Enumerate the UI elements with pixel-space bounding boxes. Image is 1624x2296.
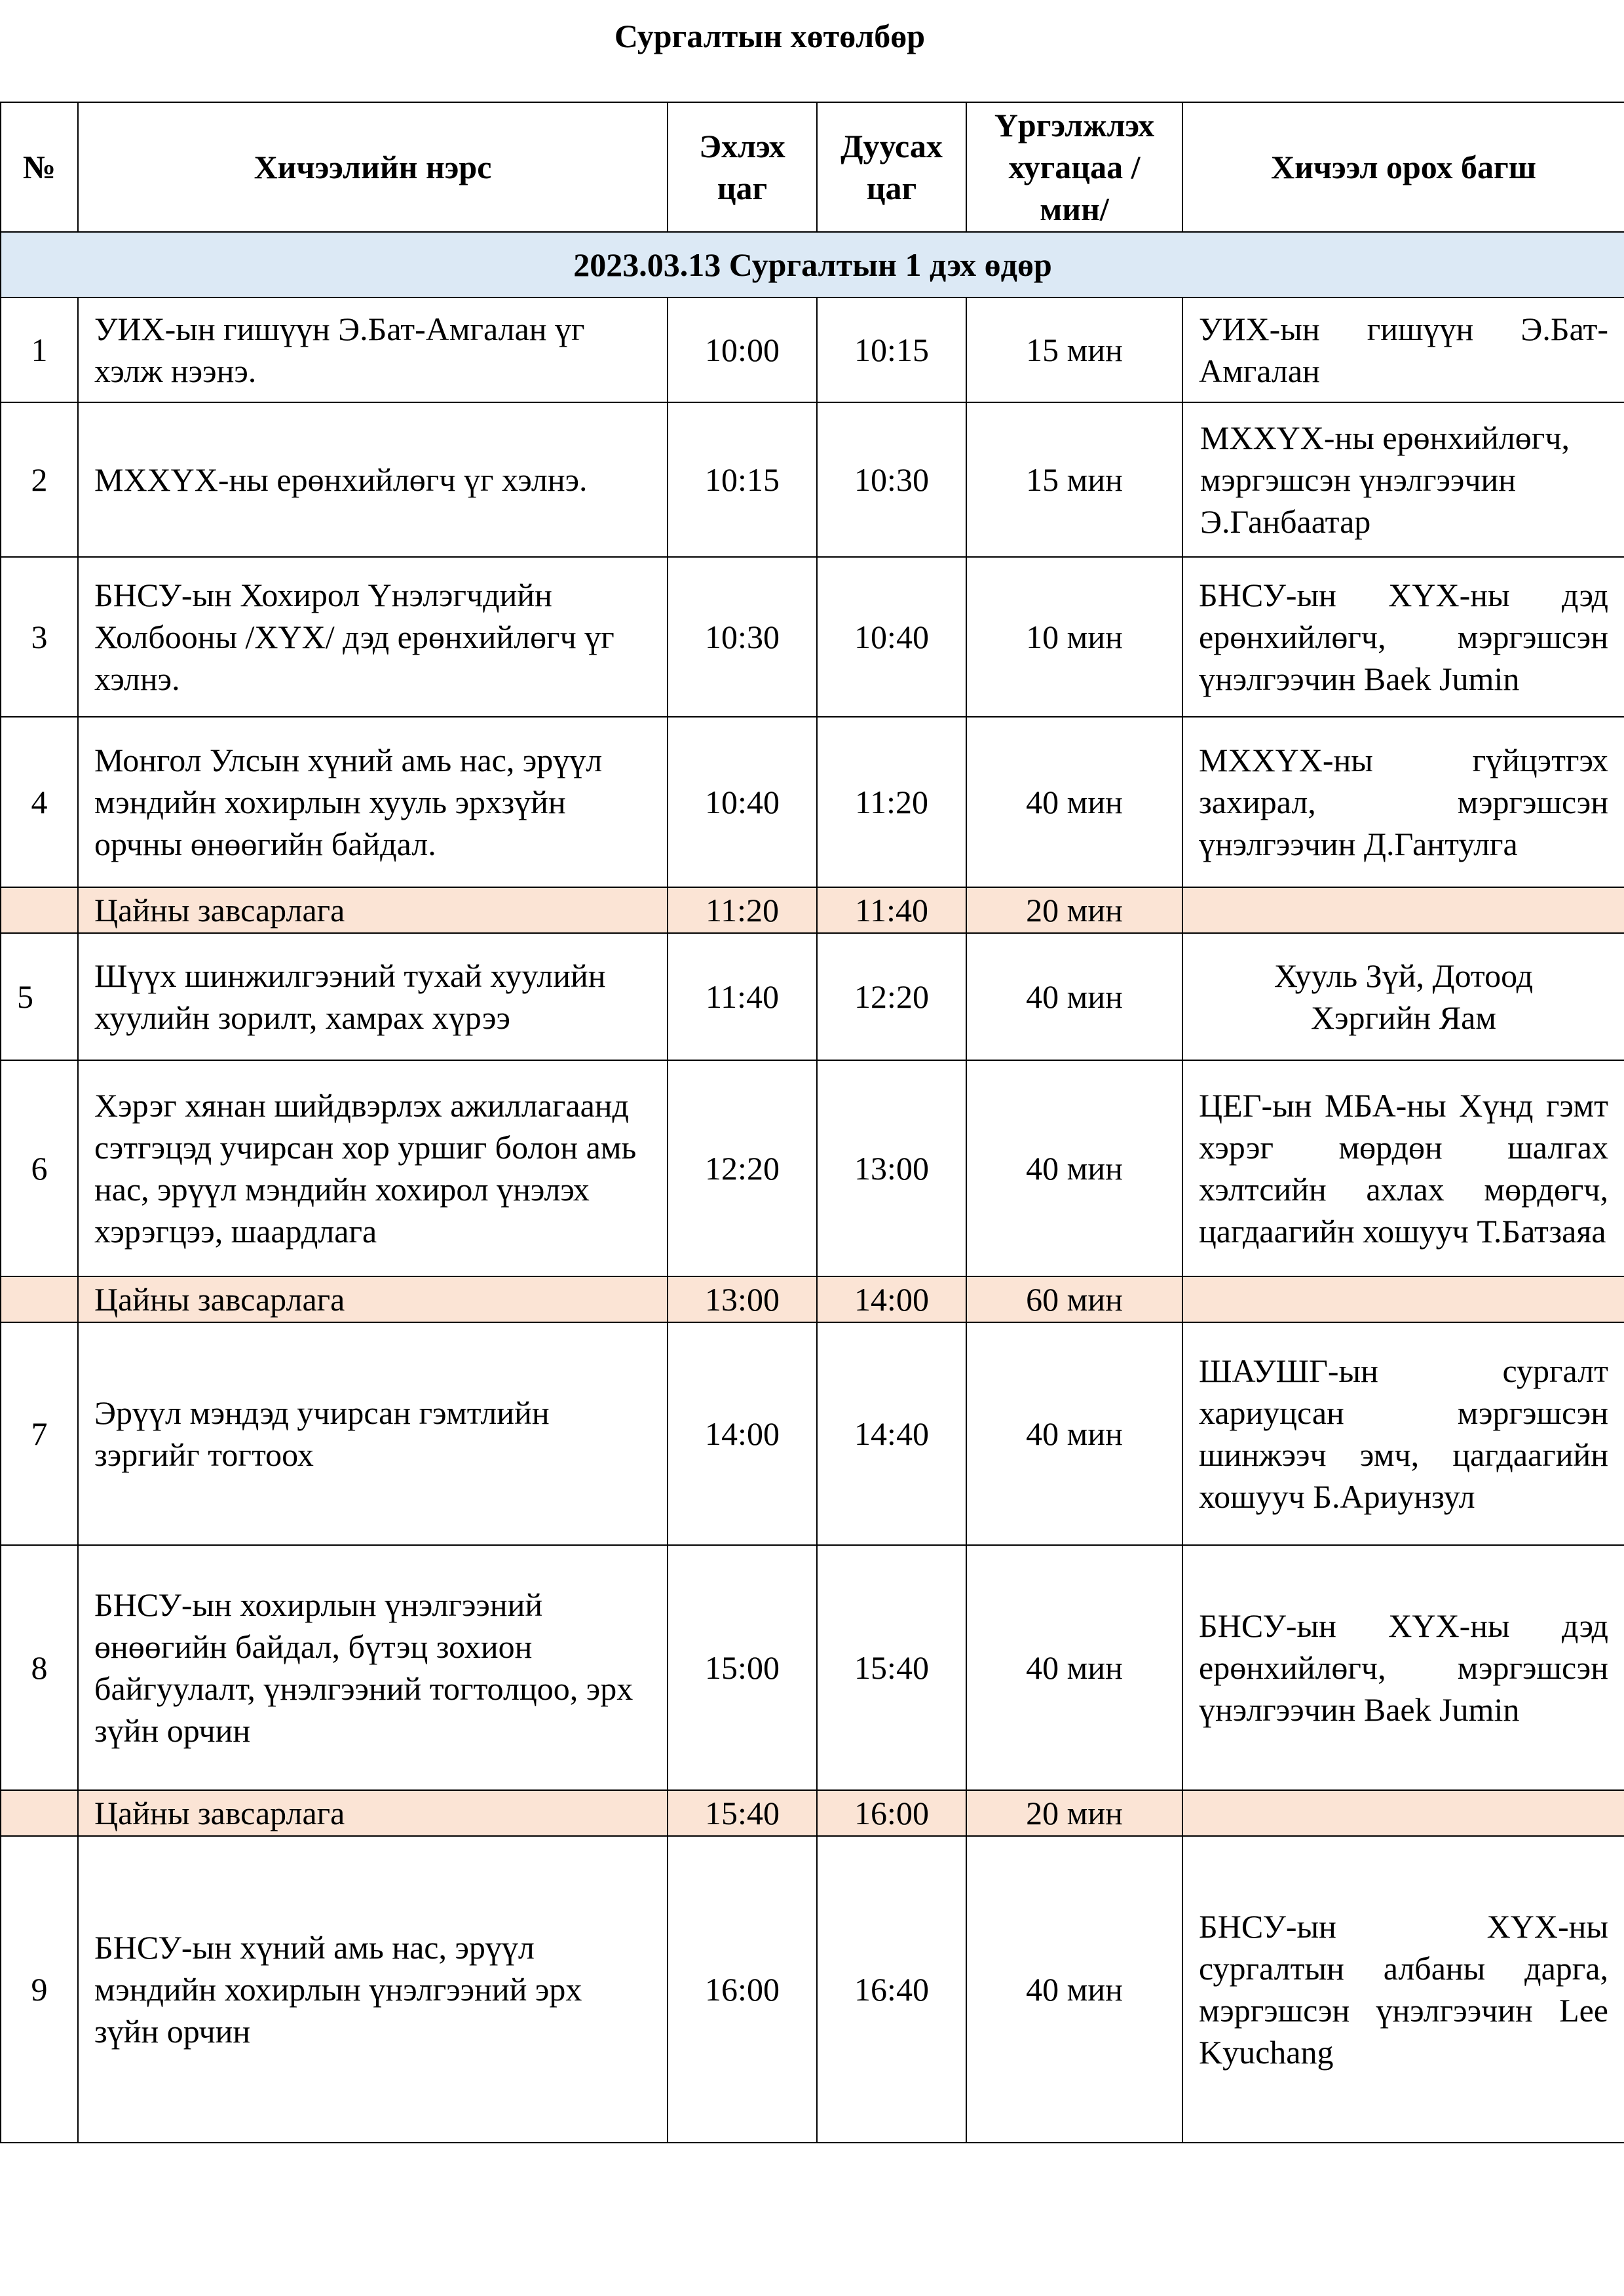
row-end: 16:40 <box>817 1836 966 2143</box>
row-end: 13:00 <box>817 1060 966 1276</box>
row-name: БНСУ-ын хүний амь нас, эрүүл мэндийн хохирлын үнэлгээний эрх зүйн орчин <box>78 1836 668 2143</box>
row-name: Монгол Улсын хүний амь нас, эрүүл мэндийн хохирлын хууль эрхзүйн орчны өнөөгийн байдал. <box>78 717 668 887</box>
table-row <box>1 1060 1624 1276</box>
row-end: 14:40 <box>817 1322 966 1545</box>
row-teacher: БНСУ-ын ХҮХ-ны сургалтын албаны дарга, мэргэшсэн үнэлгээчин Lee Kyuchang <box>1182 1836 1624 2143</box>
row-name: Цайны завсарлага <box>78 887 668 933</box>
table-row <box>1 297 1624 402</box>
row-duration: 20 мин <box>966 1790 1182 1836</box>
row-start: 15:40 <box>668 1790 817 1836</box>
row-end: 11:20 <box>817 717 966 887</box>
row-duration: 40 мин <box>966 1545 1182 1790</box>
row-num: 5 <box>1 933 78 1060</box>
row-num: 2 <box>1 402 78 557</box>
row-num: 3 <box>1 557 78 717</box>
row-num-empty <box>1 1790 78 1836</box>
row-start: 14:00 <box>668 1322 817 1545</box>
row-teacher: ШАУШГ-ын сургалт хариуцсан мэргэшсэн шинжээч эмч, цагдаагийн хошууч Б.Ариунзул <box>1182 1322 1624 1545</box>
row-name: Цайны завсарлага <box>78 1790 668 1836</box>
row-start: 13:00 <box>668 1276 817 1322</box>
table-row <box>1 1322 1624 1545</box>
table-row <box>1 1836 1624 2143</box>
row-start: 10:15 <box>668 402 817 557</box>
row-duration: 15 мин <box>966 402 1182 557</box>
row-duration: 15 мин <box>966 297 1182 402</box>
row-duration: 60 мин <box>966 1276 1182 1322</box>
row-num: 4 <box>1 717 78 887</box>
row-name: БНСУ-ын Хохирол Үнэлэгчдийн Холбооны /ХҮХ/ дэд ерөнхийлөгч үг хэлнэ. <box>78 557 668 717</box>
row-name: Цайны завсарлага <box>78 1276 668 1322</box>
row-teacher-empty <box>1182 1790 1624 1836</box>
row-duration: 40 мин <box>966 1060 1182 1276</box>
row-teacher: УИХ-ын гишүүн Э.Бат-Амгалан <box>1182 297 1624 402</box>
row-name: Шүүх шинжилгээний тухай хуулийн хуулийн зорилт, хамрах хүрээ <box>78 933 668 1060</box>
header-num: № <box>1 102 78 232</box>
table-row <box>1 557 1624 717</box>
row-teacher: БНСУ-ын ХҮХ-ны дэд ерөнхийлөгч, мэргэшсэн үнэлгээчин Baek Jumin <box>1182 557 1624 717</box>
day-label: 2023.03.13 Сургалтын 1 дэх өдөр <box>1 232 1624 297</box>
row-num: 8 <box>1 1545 78 1790</box>
row-end: 10:15 <box>817 297 966 402</box>
row-teacher: МХХҮХ-ны гүйцэтгэх захирал, мэргэшсэн үнэлгээчин Д.Гантулга <box>1182 717 1624 887</box>
table-row <box>1 933 1624 1060</box>
row-duration: 40 мин <box>966 1322 1182 1545</box>
row-duration: 40 мин <box>966 933 1182 1060</box>
row-end: 14:00 <box>817 1276 966 1322</box>
table-row <box>1 402 1624 557</box>
row-teacher: БНСУ-ын ХҮХ-ны дэд ерөнхийлөгч, мэргэшсэн үнэлгээчин Baek Jumin <box>1182 1545 1624 1790</box>
table-row <box>1 717 1624 887</box>
row-start: 10:40 <box>668 717 817 887</box>
table-row <box>1 1545 1624 1790</box>
row-end: 11:40 <box>817 887 966 933</box>
row-start: 11:20 <box>668 887 817 933</box>
schedule-table <box>0 102 1624 2143</box>
break-row <box>1 1790 1624 1836</box>
row-name: УИХ-ын гишүүн Э.Бат-Амгалан үг хэлж нээнэ. <box>78 297 668 402</box>
page-title: Сургалтын хөтөлбөр <box>614 18 926 54</box>
row-end: 12:20 <box>817 933 966 1060</box>
header-start: Эхлэх цаг <box>668 102 817 232</box>
row-num-empty <box>1 1276 78 1322</box>
row-teacher-empty <box>1182 1276 1624 1322</box>
row-start: 15:00 <box>668 1545 817 1790</box>
header-duration: Үргэлжлэх хугацаа /мин/ <box>966 102 1182 232</box>
row-duration: 10 мин <box>966 557 1182 717</box>
row-end: 10:40 <box>817 557 966 717</box>
row-duration: 20 мин <box>966 887 1182 933</box>
row-start: 11:40 <box>668 933 817 1060</box>
row-teacher-empty <box>1182 887 1624 933</box>
row-num: 1 <box>1 297 78 402</box>
row-name: Хэрэг хянан шийдвэрлэх ажиллагаанд сэтгэцэд учирсан хор уршиг болон амь нас, эрүүл мэндийн хохирол үнэлэх хэрэгцээ, шаардлага <box>78 1060 668 1276</box>
row-name: МХХҮХ-ны ерөнхийлөгч үг хэлнэ. <box>78 402 668 557</box>
row-teacher: МХХҮХ-ны ерөнхийлөгч, мэргэшсэн үнэлгээчин Э.Ганбаатар <box>1182 402 1624 557</box>
row-num: 7 <box>1 1322 78 1545</box>
header-teacher: Хичээл орох багш <box>1182 102 1624 232</box>
row-start: 12:20 <box>668 1060 817 1276</box>
row-duration: 40 мин <box>966 717 1182 887</box>
row-name: БНСУ-ын хохирлын үнэлгээний өнөөгийн байдал, бүтэц зохион байгуулалт, үнэлгээний тогтолцоо, эрх зүйн орчин <box>78 1545 668 1790</box>
header-row <box>1 102 1624 232</box>
row-start: 10:30 <box>668 557 817 717</box>
row-start: 16:00 <box>668 1836 817 2143</box>
header-end: Дуусах цаг <box>817 102 966 232</box>
row-num: 6 <box>1 1060 78 1276</box>
row-duration: 40 мин <box>966 1836 1182 2143</box>
row-teacher: Хууль Зүй, Дотоод Хэргийн Яам <box>1182 933 1624 1060</box>
header-name: Хичээлийн нэрс <box>78 102 668 232</box>
row-num-empty <box>1 887 78 933</box>
row-end: 16:00 <box>817 1790 966 1836</box>
row-num: 9 <box>1 1836 78 2143</box>
break-row <box>1 887 1624 933</box>
row-teacher: ЦЕГ-ын МБА-ны Хүнд гэмт хэрэг мөрдөн шалгах хэлтсийн ахлах мөрдөгч, цагдаагийн хошууч Т.Батзаяа <box>1182 1060 1624 1276</box>
row-name: Эрүүл мэндэд учирсан гэмтлийн зэргийг тогтоох <box>78 1322 668 1545</box>
row-end: 15:40 <box>817 1545 966 1790</box>
day-row <box>1 232 1624 297</box>
row-end: 10:30 <box>817 402 966 557</box>
break-row <box>1 1276 1624 1322</box>
row-start: 10:00 <box>668 297 817 402</box>
